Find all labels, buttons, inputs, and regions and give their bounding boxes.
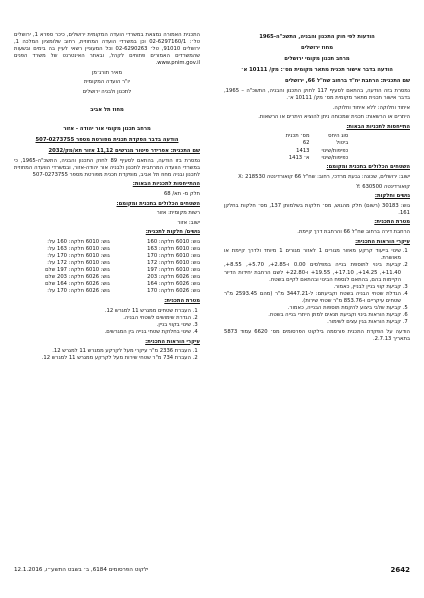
plans-relation-heading: התייחסות לתכניות הבאות: xyxy=(346,123,410,130)
location-text: ישוב: ירושלים, שכונה: גבעת מרדכי, רחוב: שח"ל 66 קואורדינטה X: 218530 xyxy=(238,173,410,180)
list-item: 2. קביעת בינוי לתוספת בנייה במפלסים 0.00 ו-2.85+, 5.70+, 8.55+, 11.40+, 14.25+, 17.10+, 19.55+ ו-22.80+ לשם הרחבת יחידות הדיור הקיימות בהם, בהתאם לנספח הבינוי ובהתאם לקיים בשטח. xyxy=(224,262,401,283)
table-cell: גוש: 6010 חלקה: 160 xyxy=(147,239,200,246)
page-footer xyxy=(14,564,410,576)
notice-title: הודעה בדבר הפקדת תכנית מפורטת מספר 507-0273755 xyxy=(35,136,179,143)
table-cell: גוש: 6010 חלקה: 163 xyxy=(147,246,200,253)
table-cell: כפיפות/שינוי xyxy=(321,147,349,154)
permits: היתרים או הרשאות: תכנית שמכוחה ניתן להוציא היתרים או הרשאות. xyxy=(258,114,410,121)
table-row xyxy=(280,148,355,155)
district-heading: מחוז ירושלים xyxy=(300,45,333,52)
provisions-heading: עיקרי הוראות התכנית: xyxy=(145,338,200,345)
table-cell: סוג היחס xyxy=(328,133,349,140)
list-item: 3. שינוי בקווי בניין. xyxy=(14,322,191,329)
table-cell: 62 xyxy=(302,140,310,147)
table-row xyxy=(14,281,200,288)
provisions-heading: עיקרי הוראות התכנית: xyxy=(355,238,410,245)
table-cell: גוש: 6010 חלקה: 197 xyxy=(147,267,200,274)
list-item: 1. שינוי בייעוד קרקע מאזור מגורים 1 לאזור מגורים 1 מיוחד ולדרך קיימת או מאושרת. xyxy=(224,248,401,262)
table-row xyxy=(14,274,200,281)
signature-title: יו"ר הועדה המקומית xyxy=(83,79,131,86)
list-item: 1. העברת שטחים ממגרש 11 למגרש 12. xyxy=(14,308,191,315)
table-cell: מס׳ תכנית xyxy=(285,133,310,140)
notice-title: הודעה בדבר אישור תכנית מתאר מקומית מס׳: מק/ 10111 א׳ xyxy=(241,67,393,74)
table-cell: גוש: 6026 חלקה: 164 שלם xyxy=(45,281,110,288)
table-cell: גוש: 6026 חלקה: 164 xyxy=(147,281,200,288)
plan-name: שם התכנית: אפרידר פיטור מגרשים 11,12 אזור תא/מק/2032 xyxy=(48,147,200,154)
locality-text: ישוב: אזור xyxy=(177,219,200,226)
section-heading: הודעות לפי חוק התכנון והבניה, התשכ"ה-1965 xyxy=(259,34,375,40)
blocks-heading: גושים וחלקות: xyxy=(374,193,410,200)
table-cell: גוש: 6026 חלקה: 170 xyxy=(147,288,200,295)
table-cell: גוש: 6010 חלקה: 172 על: xyxy=(47,260,110,267)
table-cell: 1413 xyxy=(296,147,310,154)
table-row xyxy=(280,133,355,140)
table-row xyxy=(280,140,355,147)
table-row xyxy=(14,288,200,295)
list-item: 1. העברת 2336 מ"ר עיקרי מעל לקרקע ממגרש 11 למגרש 12. xyxy=(14,348,191,355)
list-item: 7. קביעת הוראות בגין עצים לשימור. xyxy=(224,319,401,326)
coordinate-y: קואורדינטה Y: 630500 xyxy=(356,183,410,190)
plans-relation-table xyxy=(280,133,355,161)
areas-heading: השטחים הכלולים בתכנית ומקומם: xyxy=(116,200,200,207)
goal-heading: מטרת התכנית: xyxy=(374,219,410,226)
list-item: 3. קביעת קווי בניין לבניין, כאמור. xyxy=(224,284,401,291)
right-column xyxy=(224,32,410,345)
list-item: 2. העברת 734 מ"ר שטחי שירות מעל לקרקע ממגרש 11 למגרש 12. xyxy=(14,355,191,362)
plan-name: שם התכנית: הרחבת יח"ד ברחוב שח"ל 66, ירושלים xyxy=(284,78,410,85)
goals-list xyxy=(14,308,200,336)
left-column xyxy=(14,32,200,365)
parcels-heading: גושים/ חלקות לתכנית: xyxy=(145,229,200,236)
list-item: 6. קביעת הוראות בינוי וקביעת תנאים למתן היתרי בנייה בשטח. xyxy=(224,312,401,319)
table-cell: גוש: 6010 חלקה: 160 על: xyxy=(47,239,110,246)
signature-name: מאיר תורג׳מן xyxy=(91,69,123,76)
table-row xyxy=(14,239,200,246)
table-cell: גוש: 6026 חלקה: 203 xyxy=(147,274,200,281)
provisions-list xyxy=(224,248,410,326)
table-row xyxy=(14,253,200,260)
list-item: 5. קביעת שלבי ביצוע להקמת תוספות הבנייה, כאמור. xyxy=(224,305,401,312)
planning-area-heading: מרחב תכנון מקומי אור יהודה - אזור xyxy=(63,125,151,132)
goal-heading: מטרת התכנית: xyxy=(164,298,200,305)
planning-area-heading: מרחב תכנון מקומי ירושלים xyxy=(284,56,350,63)
table-cell: גוש: 6010 חלקה: 172 xyxy=(147,260,200,267)
deposit-notice: הודעה על הפקדת התכנית פורסמה בילקוט הפרסומים מס׳ 6620 עמוד 5873 בתאריך 2.7.13. xyxy=(224,328,410,342)
table-row xyxy=(14,246,200,253)
table-row xyxy=(280,155,355,162)
plans-relation-heading: ההתייחסות לתכניות הבאות: xyxy=(132,181,200,188)
parcels-table xyxy=(14,239,200,295)
table-cell: גוש: 6010 חלקה: 170 xyxy=(147,253,200,260)
notice-body: נמסרת בזו הודעה, בהתאם לסעיף 89 לחוק התכנון והבניה, התשכ"ה-1965, כי במשרדי הוועדה המרחבית לתכנון ולבניה אור יהודה-אזור, ובמשרדי הוועדה המחוזית לתכנון ובניה מחוז תל אביב, מופקדת תכנית מפורטת מספר 507-0273755 xyxy=(14,157,201,178)
authority-text: רשות מקומית: אזור xyxy=(156,210,200,217)
areas-heading: השטחים הכלולים בתכנית ומקומם: xyxy=(326,164,410,171)
blocks-text: גוש: 30183 (רשום) חלק מהגוש, מס׳ חלקות בשלמותן 137, מס׳ חלקות בחלקן 161. xyxy=(224,202,410,216)
plans-relation-text: חלק מ- תא/ 68 xyxy=(163,190,200,197)
availability-text: התכנית האמורה נמצאת במשרדי הועדה המקומית ירושלים, כיכר ספרא 1, ירושלים טל׳: 02-6297160/1 וכן במשרדי הועדה המחוזית, רחוב שלומציון המלכה 1, ירושלים 91010, טל׳ 02-6290263 וכל המעוניין רשאי לעיין בה בימים ובשעות שהמשרדים האמורים פתוחים לקהל, ובאתר האינטרנט של משרד הפנים www.pnim.gov.il. xyxy=(14,32,200,67)
page-number: 2642 xyxy=(390,566,410,574)
table-cell: ביטול xyxy=(336,140,349,147)
table-cell: כפיפות/שינוי xyxy=(321,154,349,161)
publication-line: ילקוט הפרסומים 6184, ב׳ בשבט התשע״ו, 12.1.2016 xyxy=(14,567,149,573)
table-cell: 1413 א׳ xyxy=(288,154,310,161)
list-item: 2. הגדרת שימושים לשטחי הבניה. xyxy=(14,315,191,322)
table-cell: גוש: 6026 חלקה: 203 שלם xyxy=(45,274,110,281)
district-heading: מחוז תל אביב xyxy=(90,106,124,113)
list-item: 4. שינוי בחלוקת שטחי בנייה בין המגרשים. xyxy=(14,329,191,336)
table-row xyxy=(14,260,200,267)
goal-text: הרחבת דירה ברחוב שח"ל 66 והרחבת דרך קיימת. xyxy=(297,229,410,236)
table-cell: גוש: 6026 חלקה: 170 על: xyxy=(47,288,110,295)
signature-committee: לתכנון ולבניה ירושלים xyxy=(82,89,132,96)
notice-body: נמסרת בזה הודעה, בהתאם לסעיף 117 לחוק התכנון והבניה, התשכ"ה – 1965, בדבר אישור תכנית מתאר מקומית מס׳ מק/ 10111 א׳. xyxy=(224,87,410,101)
table-cell: גוש: 6010 חלקה: 170 על: xyxy=(47,253,110,260)
provisions-list xyxy=(14,348,200,362)
document-page xyxy=(14,32,410,560)
table-cell: גוש: 6010 חלקה: 197 שלם xyxy=(45,267,110,274)
merge-split: איחוד וחלוקה: ללא איחוד וחלוקה. xyxy=(332,104,410,111)
table-row xyxy=(14,267,200,274)
table-cell: גוש: 6010 חלקה: 163 על: xyxy=(47,246,110,253)
list-item: 4. הגדלת שטחי הבניה בשטח וקביעתם: ל-3447.21 מ"ר (מהם 2593.45 מ"ר שטחים עיקריים ו-853.76 מ"ר שטחי שירות). xyxy=(224,291,401,305)
